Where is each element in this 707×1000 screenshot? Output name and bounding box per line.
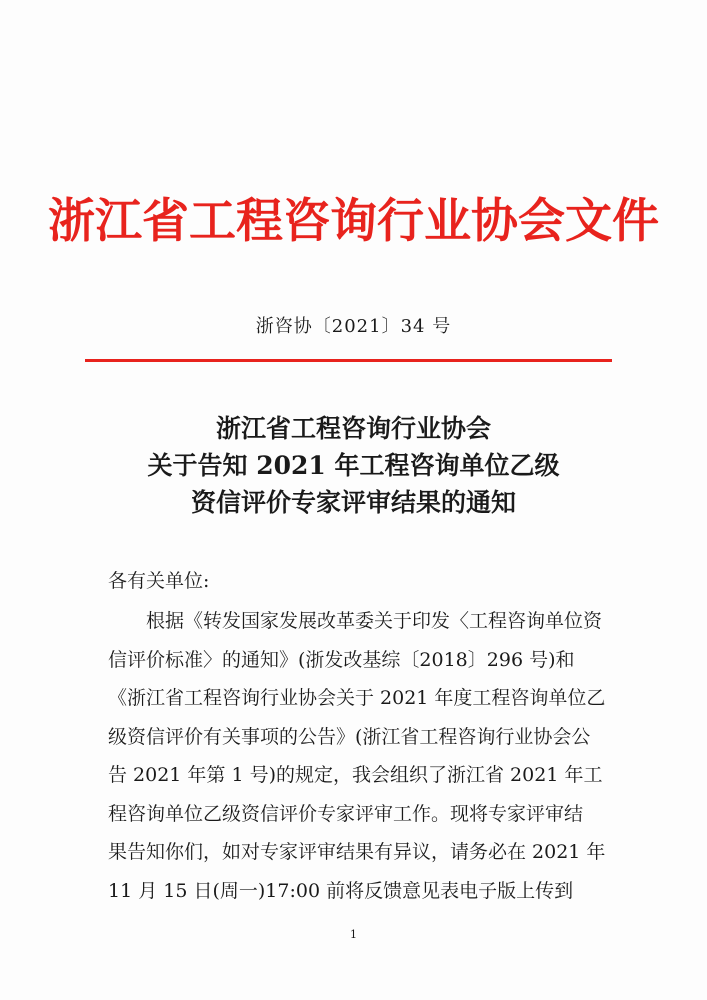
- body-line: 《浙江省工程咨询行业协会关于 2021 年度工程咨询单位乙: [108, 687, 606, 709]
- body-line: 信评价标准〉的通知》(浙发改基综〔2018〕296 号)和: [108, 648, 575, 671]
- salutation: 各有关单位:: [108, 570, 210, 592]
- body-line: 告 2021 年第 1 号)的规定，我会组织了浙江省 2021 年工: [108, 764, 603, 786]
- document-header-title: 浙江省工程咨询行业协会文件: [48, 194, 659, 249]
- notice-title: [0, 410, 707, 521]
- red-separator-rule: [85, 359, 612, 362]
- notice-title-line: 浙江省工程咨询行业协会: [215, 414, 491, 443]
- body-line: 根据《转发国家发展改革委关于印发〈工程咨询单位资: [146, 610, 603, 632]
- notice-title-line: 资信评价专家评审结果的通知: [190, 488, 516, 517]
- page-number: 1: [350, 928, 357, 941]
- body-line: 程咨询单位乙级资信评价专家评审工作。现将专家评审结: [108, 802, 584, 825]
- body-line: 级资信评价有关事项的公告》(浙江省工程咨询行业协会公: [108, 725, 591, 748]
- body-line: 11 月 15 日(周一)17:00 前将反馈意见表电子版上传到: [108, 879, 574, 902]
- body-paragraph: [108, 602, 606, 910]
- notice-title-line: 关于告知 2021 年工程咨询单位乙级: [147, 451, 560, 480]
- document-number: 浙咨协〔2021〕34 号: [255, 316, 452, 337]
- body-line: 果告知你们，如对专家评审结果有异议，请务必在 2021 年: [108, 841, 606, 863]
